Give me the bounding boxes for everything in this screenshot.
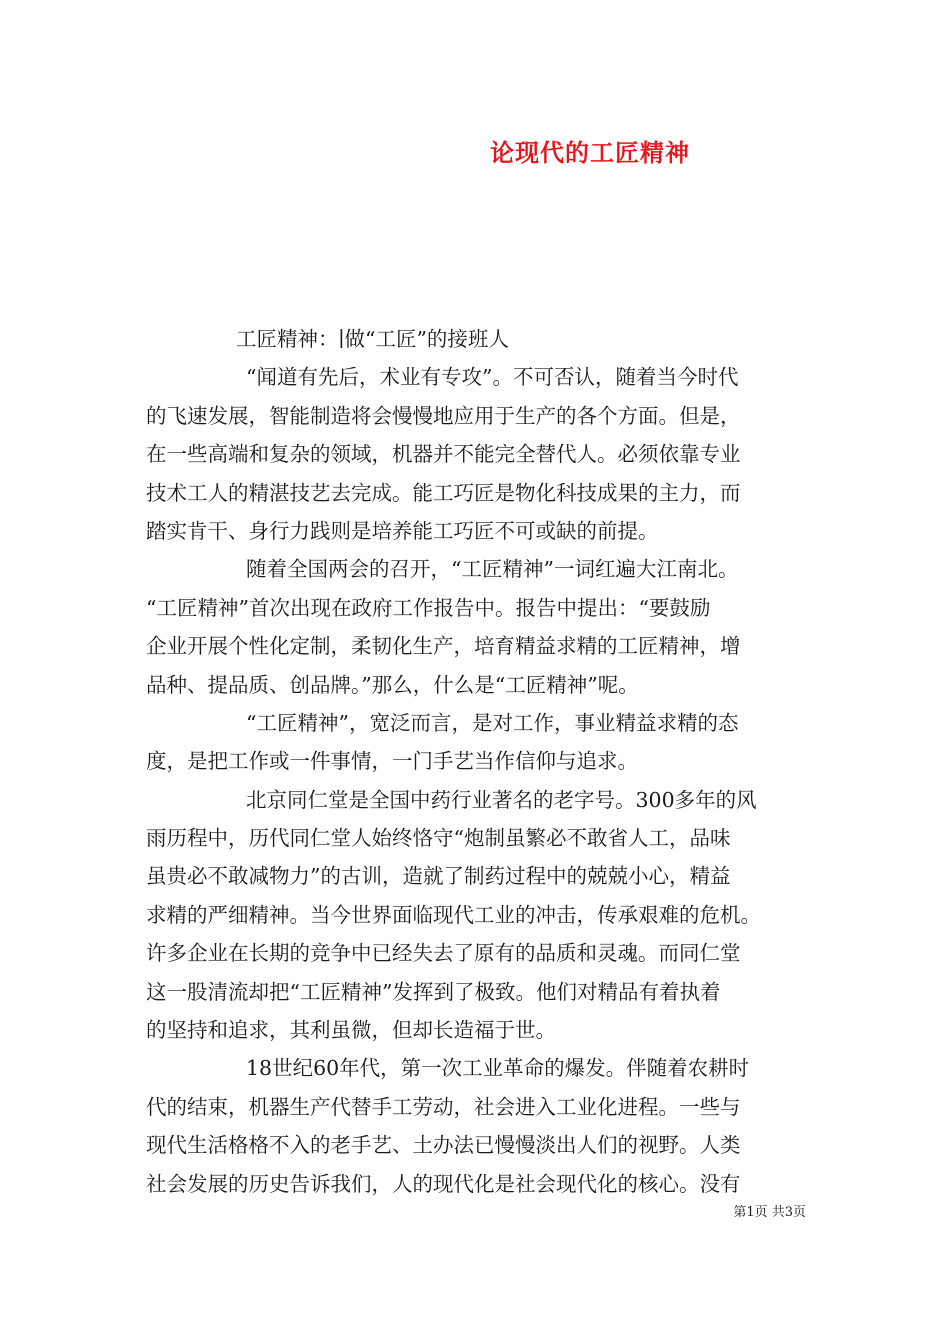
body-line: 雨历程中，历代同仁堂人始终恪守“炮制虽繁必不敢省人工，品味 bbox=[146, 826, 731, 851]
body-line: 求精的严细精神。当今世界面临现代工业的冲击，传承艰难的危机。 bbox=[146, 902, 761, 927]
body-line: 随着全国两会的召开，“工匠精神”一词红遍大江南北。 bbox=[246, 557, 739, 582]
body-line: 技术工人的精湛技艺去完成。能工巧匠是物化科技成果的主力，而 bbox=[146, 480, 741, 505]
body-line: 工匠精神：∣做“工匠”的接班人 bbox=[236, 327, 509, 351]
body-line: 在一些高端和复杂的领域，机器并不能完全替代人。必须依靠专业 bbox=[146, 442, 741, 467]
body-line: “闻道有先后，术业有专攻”。不可否认，随着当今时代 bbox=[246, 365, 739, 390]
page-number: 第1页 共3页 bbox=[733, 1205, 806, 1220]
document-title: 论现代的工匠精神 bbox=[490, 138, 690, 167]
body-line: 的飞速发展，智能制造将会慢慢地应用于生产的各个方面。但是， bbox=[146, 403, 741, 428]
body-line: 现代生活格格不入的老手艺、土办法已慢慢淡出人们的视野。人类 bbox=[146, 1133, 741, 1158]
body-line: 度，是把工作或一件事情，一门手艺当作信仰与追求。 bbox=[146, 749, 638, 774]
body-line: 代的结束，机器生产代替手工劳动，社会进入工业化进程。一些与 bbox=[146, 1094, 741, 1119]
body-line: 18世纪60年代，第一次工业革命的爆发。伴随着农耕时 bbox=[246, 1056, 750, 1081]
body-line: 企业开展个性化定制，柔韧化生产，培育精益求精的工匠精神，增 bbox=[146, 634, 741, 659]
body-line: 这一股清流却把“工匠精神”发挥到了极致。他们对精品有着执着 bbox=[146, 979, 721, 1004]
body-line: 品种、提品质、创品牌。”那么，什么是“工匠精神”呢。 bbox=[146, 672, 639, 697]
body-line: 社会发展的历史告诉我们，人的现代化是社会现代化的核心。没有 bbox=[146, 1171, 741, 1196]
body-line: “工匠精神”，宽泛而言，是对工作，事业精益求精的态 bbox=[246, 710, 739, 735]
body-line: 虽贵必不敢减物力”的古训，造就了制药过程中的兢兢小心，精益 bbox=[146, 864, 731, 889]
body-line: 北京同仁堂是全国中药行业著名的老字号。300多年的风 bbox=[246, 787, 757, 812]
body-line: 许多企业在长期的竞争中已经失去了原有的品质和灵魂。而同仁堂 bbox=[146, 941, 741, 966]
document-body bbox=[146, 320, 806, 1203]
body-line: “工匠精神”首次出现在政府工作报告中。报告中提出：“要鼓励 bbox=[146, 595, 711, 620]
body-line: 踏实肯干、身行力践则是培养能工巧匠不可或缺的前提。 bbox=[146, 518, 659, 543]
body-line: 的坚持和追求，其利虽微，但却长造福于世。 bbox=[146, 1018, 556, 1043]
